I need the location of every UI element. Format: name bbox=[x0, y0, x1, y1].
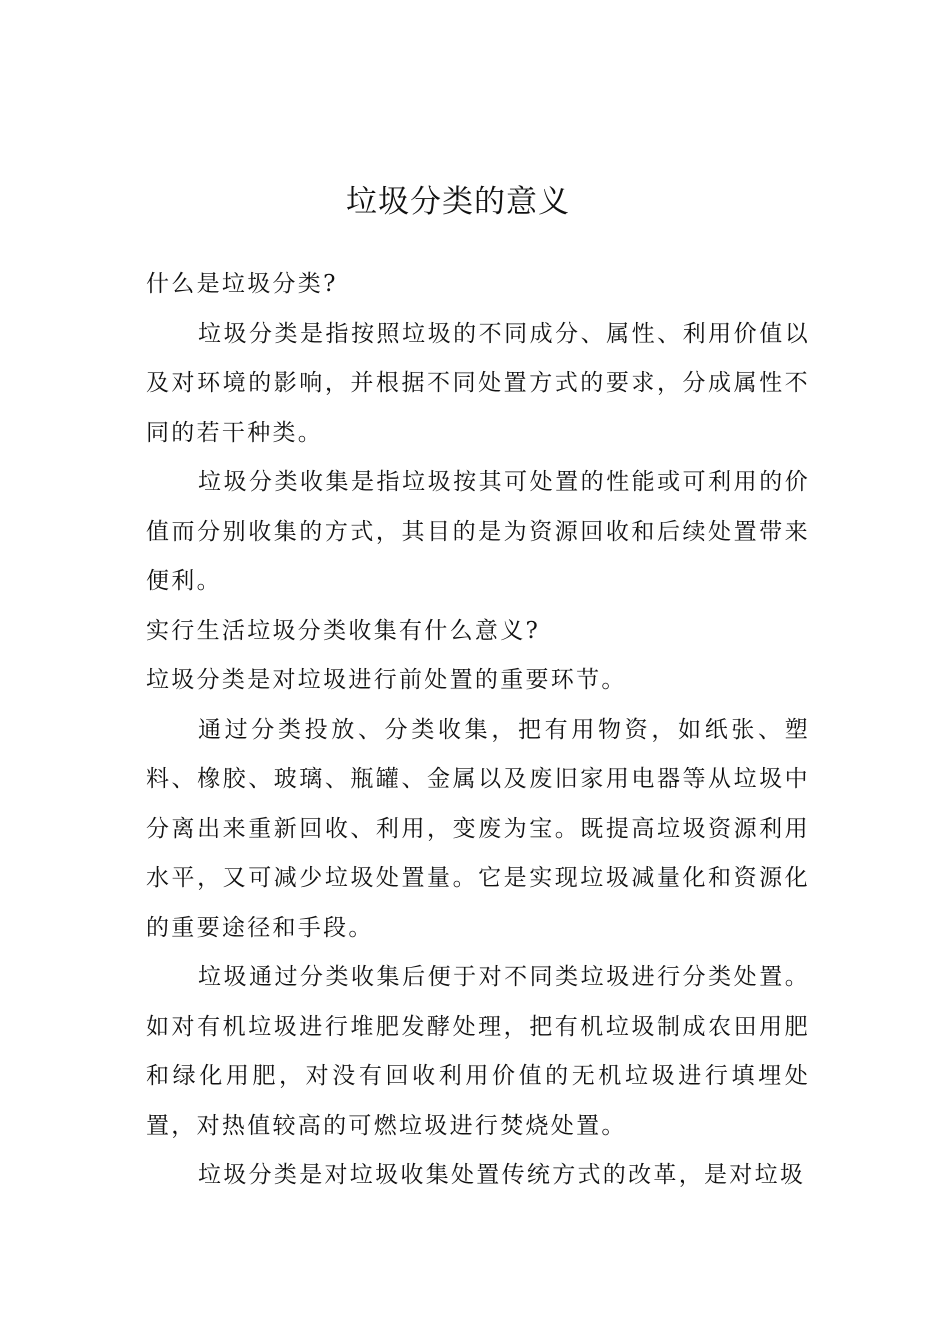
document-body bbox=[146, 260, 810, 1201]
paragraph: 通过分类投放、分类收集，把有用物资，如纸张、塑料、橡胶、玻璃、瓶罐、金属以及废旧家用电器等从垃圾中分离出来重新回收、利用，变废为宝。既提高垃圾资源利用水平，又可减少垃圾处置量。它是实现垃圾减量化和资源化的重要途径和手段。 bbox=[146, 716, 810, 941]
paragraph: 垃圾分类是指按照垃圾的不同成分、属性、利用价值以及对环境的影响，并根据不同处置方式的要求，分成属性不同的若干种类。 bbox=[146, 320, 810, 446]
paragraph: 垃圾分类是对垃圾收集处置传统方式的改革，是对垃圾 bbox=[198, 1162, 806, 1188]
document-title: 垃圾分类的意义 bbox=[346, 184, 570, 220]
paragraph: 垃圾分类收集是指垃圾按其可处置的性能或可利用的价值而分别收集的方式，其目的是为资源回收和后续处置带来便利。 bbox=[146, 469, 810, 594]
paragraph: 垃圾通过分类收集后便于对不同类垃圾进行分类处置。如对有机垃圾进行堆肥发酵处理，把有机垃圾制成农田用肥和绿化用肥，对没有回收利用价值的无机垃圾进行填埋处置，对热值较高的可燃垃圾进行焚烧处置。 bbox=[146, 964, 810, 1139]
question-heading: 什么是垃圾分类? bbox=[146, 271, 338, 297]
question-heading: 实行生活垃圾分类收集有什么意义? bbox=[146, 617, 541, 644]
paragraph: 垃圾分类是对垃圾进行前处置的重要环节。 bbox=[146, 667, 627, 693]
